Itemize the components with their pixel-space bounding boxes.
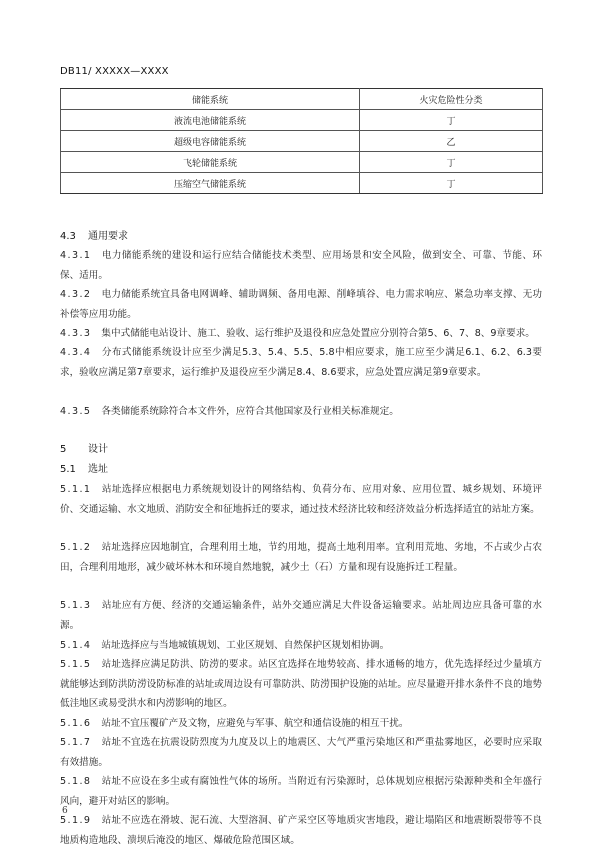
table-row	[61, 173, 543, 194]
section-title: 通用要求	[88, 231, 128, 242]
clause-text: 站址选择应与当地城镇规划、工业区规划、自然保护区规划相协调。	[101, 640, 390, 651]
clause-text: 站址选择应因地制宜，合理利用土地，节约用地，提高土地利用率。宜利用荒地、劣地，不占或少占农田，合理利用地形，减少破坏林木和环境自然地貌，减少土（石）方量和现有设施拆迁工程量。	[60, 542, 542, 573]
clause-text: 各类储能系统除符合本文件外，应符合其他国家及行业相关标准规定。	[101, 406, 399, 417]
cell-fire-class: 丁	[360, 152, 543, 173]
clause-number: 5.1.9	[60, 815, 92, 826]
section-title: 选址	[88, 464, 108, 475]
clause-text: 站址不应设在多尘或有腐蚀性气体的场所。当附近有污染源时，总体规划应根据污染源种类和全年盛行风向，避开对站区的影响。	[60, 776, 542, 807]
table-row	[61, 152, 543, 173]
clause-4-3-3	[60, 324, 542, 344]
clause-4-3-2	[60, 285, 542, 324]
clause-number: 5.1.4	[60, 640, 92, 651]
clause-number: 5.1.3	[60, 600, 92, 611]
clause-5-1-8	[60, 772, 542, 811]
clause-5-1-5	[60, 655, 542, 714]
column-header-fire-class: 火灾危险性分类	[360, 89, 543, 110]
clause-number: 5.1.5	[60, 659, 92, 670]
clause-number: 4.3.1	[60, 250, 92, 261]
section-number: 5.1	[60, 464, 76, 475]
clause-number: 4.3.4	[60, 347, 92, 358]
cell-system: 压缩空气储能系统	[61, 173, 360, 194]
cell-system: 飞轮储能系统	[61, 152, 360, 173]
clause-5-1-9	[60, 811, 542, 850]
clause-number: 5.1.6	[60, 718, 92, 729]
section-heading-5-1	[60, 460, 108, 475]
cell-fire-class: 乙	[360, 131, 543, 152]
page-number: 6	[62, 806, 68, 816]
section-heading-5	[60, 440, 108, 455]
cell-system: 液流电池储能系统	[61, 110, 360, 131]
clause-text: 电力储能系统宜具备电网调峰、辅助调频、备用电源、削峰填谷、电力需求响应、紧急功率支撑、无功补偿等应用功能。	[60, 289, 542, 320]
clause-text: 集中式储能电站设计、施工、验收、运行维护及退役和应急处置应分别符合第5、6、7、8、9章要求。	[101, 328, 535, 339]
clause-5-1-3	[60, 596, 542, 635]
clause-text: 站址选择应满足防洪、防涝的要求。站区宜选择在地势较高、排水通畅的地方，优先选择经过少量填方就能够达到防洪防涝设防标准的站址或周边设有可靠防洪、防涝围护设施的站址。应尽量避开排水条件不良的地势低洼地区或易受洪水和内涝影响的地区。	[60, 659, 542, 709]
document-code: DB11/ XXXXX—XXXX	[60, 66, 169, 77]
cell-system: 超级电容储能系统	[61, 131, 360, 152]
section-title: 设计	[88, 444, 108, 455]
section-number: 5	[60, 444, 67, 455]
clause-text: 站址应有方便、经济的交通运输条件，站外交通应满足大件设备运输要求。站址周边应具备可靠的水源。	[60, 600, 542, 631]
clause-4-3-1	[60, 246, 542, 285]
clause-5-1-2	[60, 538, 542, 577]
table-row	[61, 110, 543, 131]
clause-4-3-4	[60, 343, 542, 382]
fire-hazard-classification-table	[60, 88, 543, 194]
section-heading-4-3	[60, 227, 128, 242]
clause-5-1-6	[60, 714, 542, 734]
cell-fire-class: 丁	[360, 110, 543, 131]
clause-text: 站址不宜压覆矿产及文物，应避免与军事、航空和通信设施的相互干扰。	[101, 718, 409, 729]
clause-text: 站址不宜选在抗震设防烈度为九度及以上的地震区、大气严重污染地区和严重盐雾地区，必要时应采取有效措施。	[60, 737, 542, 768]
clause-number: 5.1.8	[60, 776, 92, 787]
clause-number: 5.1.7	[60, 737, 92, 748]
clause-text: 电力储能系统的建设和运行应结合储能技术类型、应用场景和安全风险，做到安全、可靠、节能、环保、适用。	[60, 250, 542, 281]
clause-5-1-4	[60, 636, 542, 656]
column-header-system: 储能系统	[61, 89, 360, 110]
table-header-row	[61, 89, 543, 110]
clause-4-3-5	[60, 402, 542, 422]
section-number: 4.3	[60, 231, 76, 242]
clause-text: 站址不应选在滑坡、泥石流、大型溶洞、矿产采空区等地质灾害地段，避让塌陷区和地震断裂带等不良地质构造地段、溃坝后淹没的地区、爆破危险范围区域。	[60, 815, 542, 846]
clause-number: 4.3.2	[60, 289, 92, 300]
clause-5-1-1	[60, 480, 542, 519]
cell-fire-class: 丁	[360, 173, 543, 194]
clause-number: 5.1.2	[60, 542, 92, 553]
clause-number: 4.3.5	[60, 406, 92, 417]
clause-text: 站址选择应根据电力系统规划设计的网络结构、负荷分布、应用对象、应用位置、城乡规划、环境评价、交通运输、水文地质、消防安全和征地拆迁的要求，通过技术经济比较和经济效益分析选择适宜的站址方案。	[60, 484, 542, 515]
clause-5-1-7	[60, 733, 542, 772]
table-row	[61, 131, 543, 152]
clause-number: 4.3.3	[60, 328, 92, 339]
clause-text: 分布式储能系统设计应至少满足5.3、5.4、5.5、5.8中相应要求，施工应至少满足6.1、6.2、6.3要求，验收应满足第7章要求，运行维护及退役应至少满足8.4、8.6要求，应急处置应满足第9章要求。	[60, 347, 542, 378]
clause-number: 5.1.1	[60, 484, 92, 495]
